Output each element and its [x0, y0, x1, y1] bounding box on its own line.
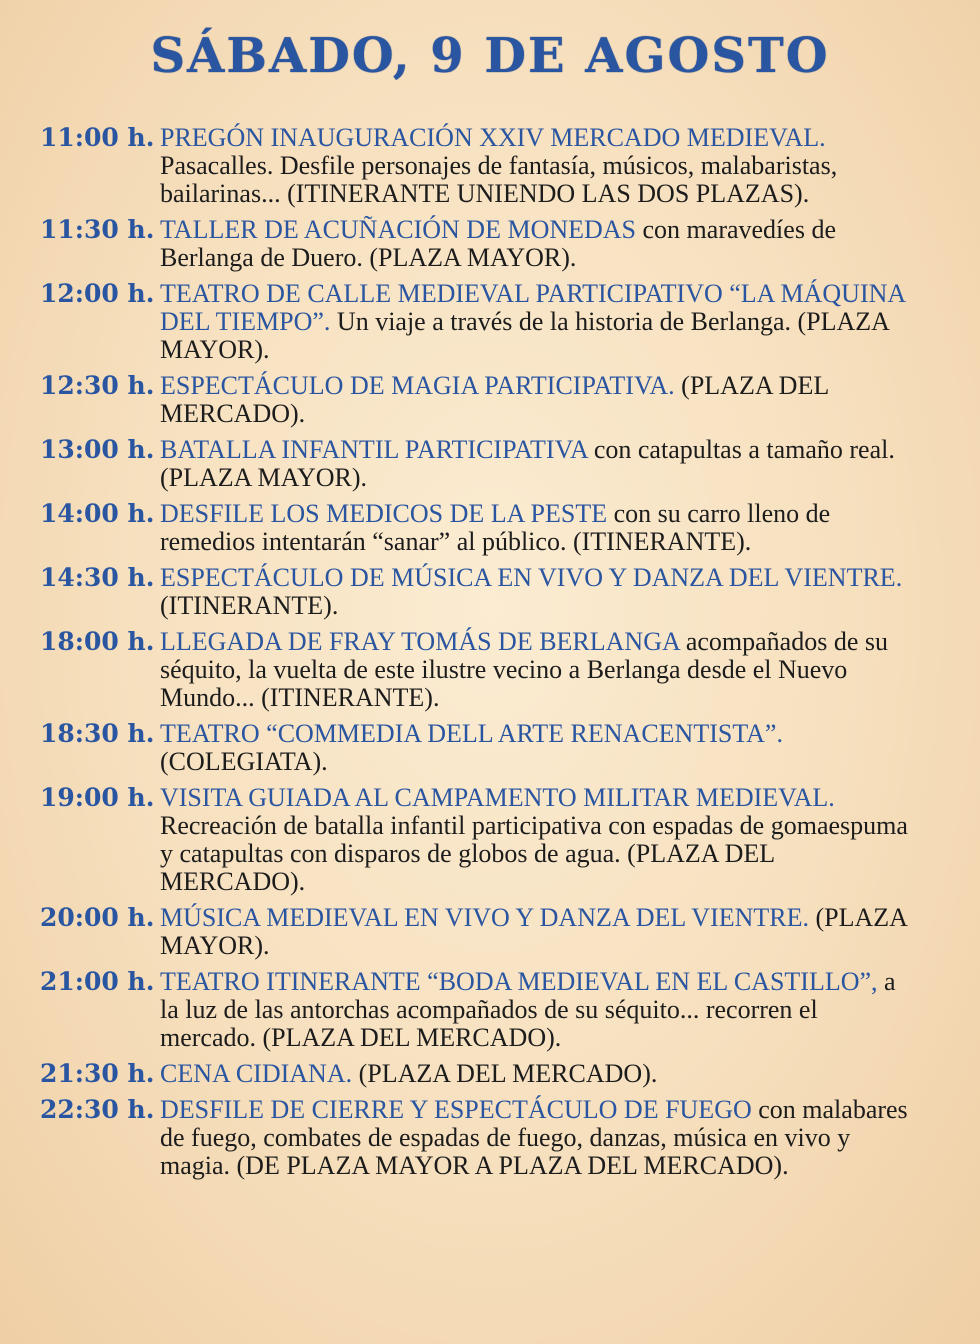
event-title: BATALLA INFANTIL PARTICIPATIVA: [160, 435, 588, 464]
event-entry: [40, 904, 920, 960]
event-list: [40, 124, 920, 1188]
event-entry: [40, 436, 920, 492]
event-description: [158, 372, 920, 428]
event-entry: [40, 1060, 920, 1088]
event-title: DESFILE LOS MEDICOS DE LA PESTE: [160, 499, 608, 528]
event-entry: [40, 784, 920, 896]
event-description: [158, 720, 920, 776]
event-title: VISITA GUIADA AL CAMPAMENTO MILITAR MEDIEVAL.: [160, 783, 835, 812]
event-details: Recreación de batalla infantil participativa con espadas de gomaespuma y catapultas con disparos de globos de agua. (PLAZA DEL MERCADO).: [160, 811, 908, 896]
event-time: 14:30 h.: [40, 563, 155, 592]
event-description: [158, 124, 920, 208]
event-time: 12:00 h.: [40, 279, 155, 308]
event-time: 11:00 h.: [40, 123, 155, 152]
event-description: [158, 784, 920, 896]
event-details: Pasacalles. Desfile personajes de fantasía, músicos, malabaristas, bailarinas... (ITINERANTE UNIENDO LAS DOS PLAZAS).: [160, 151, 838, 208]
event-time: 18:30 h.: [40, 719, 155, 748]
event-details: con su carro lleno de remedios intentarán “sanar” al público. (ITINERANTE).: [160, 499, 831, 556]
event-description: [158, 216, 920, 272]
event-entry: [40, 372, 920, 428]
event-description: [158, 968, 920, 1052]
event-time: 19:00 h.: [40, 783, 155, 812]
event-details: a la luz de las antorchas acompañados de su séquito... recorren el mercado. (PLAZA DEL MERCADO).: [160, 967, 896, 1052]
event-title: TALLER DE ACUÑACIÓN DE MONEDAS: [160, 215, 637, 244]
event-details: con malabares de fuego, combates de espadas de fuego, danzas, música en vivo y magia. (DE PLAZA MAYOR A PLAZA DEL MERCADO).: [160, 1095, 908, 1180]
event-details: acompañados de su séquito, la vuelta de este ilustre vecino a Berlanga desde el Nuevo Mundo... (ITINERANTE).: [160, 627, 888, 712]
event-title: MÚSICA MEDIEVAL EN VIVO Y DANZA DEL VIENTRE.: [160, 903, 810, 932]
event-title: TEATRO ITINERANTE “BODA MEDIEVAL EN EL CASTILLO”,: [160, 967, 878, 996]
event-entry: [40, 564, 920, 620]
event-description: [158, 1060, 920, 1088]
event-time: 14:00 h.: [40, 499, 155, 528]
page-title: SÁBADO, 9 DE AGOSTO: [150, 28, 830, 84]
event-title: TEATRO “COMMEDIA DELL ARTE RENACENTISTA”.: [160, 719, 783, 748]
event-entry: [40, 968, 920, 1052]
event-entry: [40, 216, 920, 272]
event-entry: [40, 124, 920, 208]
event-time: 12:30 h.: [40, 371, 155, 400]
event-entry: [40, 500, 920, 556]
event-description: [158, 436, 920, 492]
event-description: [158, 280, 920, 364]
event-details: (PLAZA DEL MERCADO).: [352, 1059, 658, 1088]
event-entry: [40, 628, 920, 712]
event-description: [158, 628, 920, 712]
event-time: 18:00 h.: [40, 627, 155, 656]
event-details: (PLAZA DEL MERCADO).: [160, 371, 829, 428]
event-entry: [40, 1096, 920, 1180]
event-details: con maravedíes de Berlanga de Duero. (PLAZA MAYOR).: [160, 215, 836, 272]
event-title: DESFILE DE CIERRE Y ESPECTÁCULO DE FUEGO: [160, 1095, 752, 1124]
event-title: ESPECTÁCULO DE MÚSICA EN VIVO Y DANZA DEL VIENTRE.: [160, 563, 903, 592]
event-time: 21:30 h.: [40, 1059, 155, 1088]
event-description: [158, 1096, 920, 1180]
event-description: [158, 564, 920, 620]
event-title: ESPECTÁCULO DE MAGIA PARTICIPATIVA.: [160, 371, 675, 400]
event-entry: [40, 720, 920, 776]
event-time: 11:30 h.: [40, 215, 155, 244]
event-description: [158, 500, 920, 556]
event-details: (COLEGIATA).: [160, 747, 328, 776]
event-entry: [40, 280, 920, 364]
event-details: Un viaje a través de la historia de Berlanga. (PLAZA MAYOR).: [160, 307, 889, 364]
event-title: TEATRO DE CALLE MEDIEVAL PARTICIPATIVO “LA MÁQUINA DEL TIEMPO”.: [160, 279, 905, 336]
event-details: (ITINERANTE).: [160, 591, 339, 620]
event-time: 20:00 h.: [40, 903, 155, 932]
event-title: LLEGADA DE FRAY TOMÁS DE BERLANGA: [160, 627, 680, 656]
event-details: con catapultas a tamaño real. (PLAZA MAYOR).: [160, 435, 895, 492]
event-description: [158, 904, 920, 960]
event-time: 13:00 h.: [40, 435, 155, 464]
event-time: 21:00 h.: [40, 967, 155, 996]
event-title: PREGÓN INAUGURACIÓN XXIV MERCADO MEDIEVAL.: [160, 123, 826, 152]
event-details: (PLAZA MAYOR).: [160, 903, 907, 960]
event-time: 22:30 h.: [40, 1095, 155, 1124]
event-title: CENA CIDIANA.: [160, 1059, 353, 1088]
